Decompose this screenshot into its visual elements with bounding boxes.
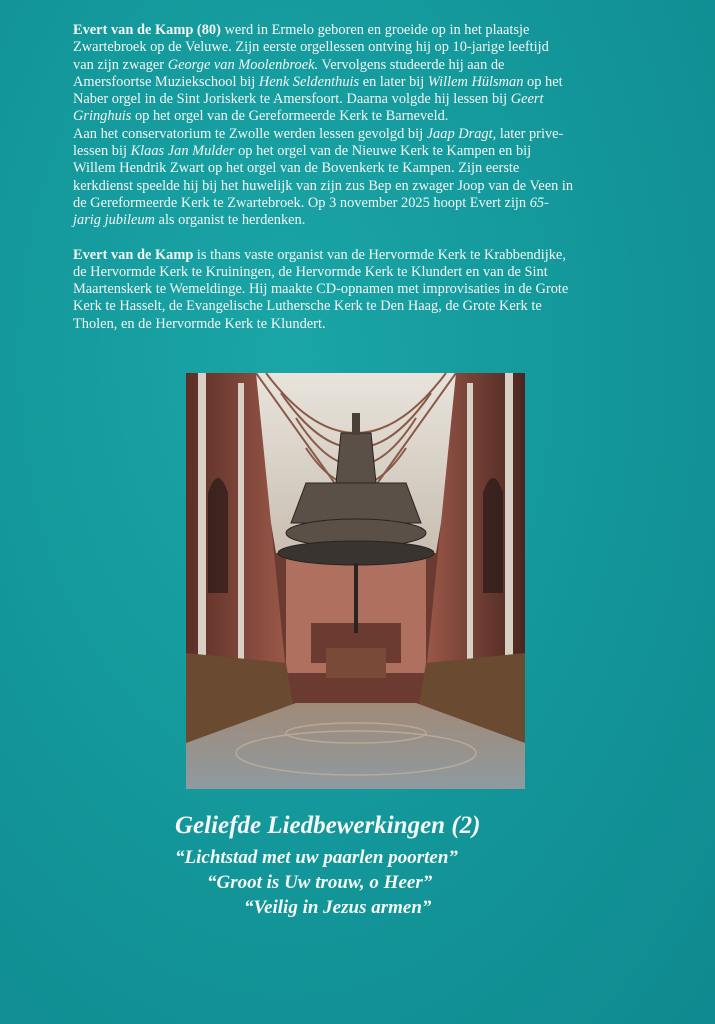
- italic-text: Jaap Dragt: [426, 125, 493, 142]
- text-line: [73, 160, 648, 177]
- italic-text: Gringhuis: [73, 108, 132, 125]
- text-segment: als organist te herdenken.: [154, 212, 306, 229]
- text-line: [73, 39, 648, 56]
- text-segment: Aan het conservatorium te Zwolle werden lessen gevolgd bij: [73, 125, 427, 142]
- text-segment: kerkdienst speelde hij bij het huwelijk van zijn zus Bep en zwager Joop van de Veen in: [73, 177, 574, 194]
- text-line: [73, 22, 648, 39]
- text-segment: de Gereformeerde Kerk te Zwartebroek. Op 3 november 2025 hoopt Evert zijn: [73, 194, 530, 211]
- text-line: [73, 195, 648, 212]
- album-title: Geliefde Liedbewerkingen (2): [175, 812, 481, 839]
- text-line: [73, 316, 648, 333]
- italic-text: Henk Seldenthuis: [258, 73, 360, 90]
- text-line: [73, 143, 648, 160]
- text-line: [73, 247, 648, 264]
- biography-paragraph-2: [73, 247, 648, 333]
- text-segment: en later bij: [359, 73, 428, 90]
- text-line: [73, 57, 648, 74]
- italic-text: Willem Hülsman: [427, 73, 524, 90]
- text-segment: Maartenskerk te Wemeldinge. Hij maakte CD-opnamen met improvisaties in de Grote: [73, 281, 569, 298]
- text-line: [73, 91, 648, 108]
- text-segment: , later prive-: [492, 125, 564, 142]
- text-segment: van zijn zwager: [73, 56, 168, 73]
- bold-text: Evert van de Kamp: [73, 246, 194, 263]
- text-segment: op het orgel van de Gereformeerde Kerk te Barneveld.: [131, 108, 449, 125]
- text-segment: is thans vaste organist van de Hervormde Kerk te Krabbendijke,: [193, 246, 566, 263]
- text-line: [73, 212, 648, 229]
- text-segment: Zwartebroek op de Veluwe. Zijn eerste orgellessen ontving hij op 10-jarige leeftijd: [73, 39, 549, 56]
- text-segment: Amersfoortse Muziekschool bij: [73, 73, 259, 90]
- italic-text: jarig jubileum: [73, 212, 155, 229]
- church-interior-photo: [186, 373, 525, 789]
- biography-text: [73, 22, 648, 333]
- italic-text: Geert: [510, 91, 544, 108]
- biography-paragraph-1: [73, 22, 648, 230]
- text-segment: op het: [523, 73, 563, 90]
- subtitle-3: “Veilig in Jezus armen”: [244, 897, 432, 918]
- italic-text: 65-: [529, 194, 549, 211]
- text-segment: Willem Hendrik Zwart op het orgel van de Bovenkerk te Kampen. Zijn eerste: [73, 160, 520, 177]
- text-segment: op het orgel van de Nieuwe Kerk te Kampen en bij: [234, 143, 532, 160]
- text-line: [73, 298, 648, 315]
- text-segment: Tholen, en de Hervormde Kerk te Klundert.: [73, 315, 326, 332]
- text-segment: werd in Ermelo geboren en groeide op in het plaatsje: [220, 22, 530, 38]
- text-segment: Kerk te Hasselt, de Evangelische Luthersche Kerk te Den Haag, de Grote Kerk te: [73, 298, 542, 315]
- subtitle-1: “Lichtstad met uw paarlen poorten”: [175, 847, 458, 868]
- text-segment: Naber orgel in de Sint Joriskerk te Amersfoort. Daarna volgde hij lessen bij: [73, 91, 511, 108]
- text-line: [73, 264, 648, 281]
- subtitle-2: “Groot is Uw trouw, o Heer”: [207, 872, 433, 893]
- italic-text: George van Moolenbroek.: [167, 56, 319, 73]
- text-line: [73, 126, 648, 143]
- text-line: [73, 74, 648, 91]
- text-line: [73, 178, 648, 195]
- text-segment: de Hervormde Kerk te Kruiningen, de Hervormde Kerk te Klundert en van de Sint: [73, 263, 548, 280]
- bold-text: Evert van de Kamp (80): [73, 22, 221, 38]
- italic-text: Klaas Jan Mulder: [130, 143, 235, 160]
- text-segment: lessen bij: [73, 143, 131, 160]
- text-line: [73, 108, 648, 125]
- text-segment: Vervolgens studeerde hij aan de: [318, 56, 505, 73]
- text-line: [73, 281, 648, 298]
